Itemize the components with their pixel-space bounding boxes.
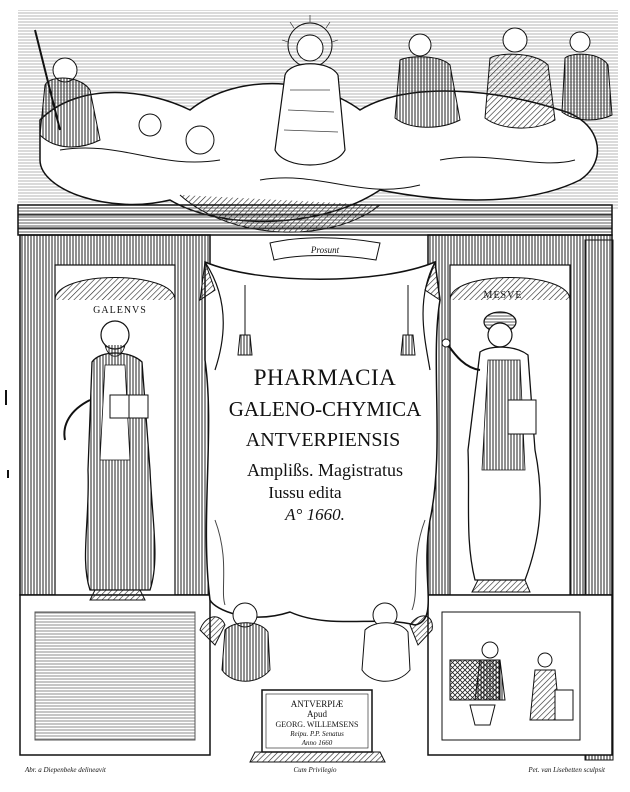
title-line-1: PHARMACIA	[253, 365, 397, 390]
title-line-6: A° 1660.	[285, 505, 345, 524]
title-line-4: Amplißs. Magistratus	[247, 460, 403, 480]
heavenly-cloud-scene	[18, 10, 618, 232]
imprint-line-4: Reipu. P.P. Senatus	[290, 730, 344, 738]
imprint-line-2: Apud	[307, 709, 327, 719]
title-line-2: GALENO-CHYMICA	[228, 397, 422, 421]
page-margin-marks	[6, 390, 8, 478]
imprint-line-1: ANTVERPIÆ	[290, 699, 344, 709]
credit-left: Abr. a Diepenbeke delineavit	[25, 766, 106, 774]
galen-label: GALENVS	[93, 305, 147, 316]
credit-right: Pet. van Lisebetten sculpsit	[528, 766, 605, 774]
credit-center: Cum Privilegio	[293, 766, 337, 774]
imprint-line-3: GEORG. WILLEMSENS	[275, 720, 359, 729]
banner-text: Prosunt	[310, 245, 340, 255]
title-line-5: Iussu edita	[268, 483, 342, 502]
mesue-label: MESVE	[483, 290, 523, 301]
imprint-line-5: Anno 1660	[301, 739, 333, 747]
title-line-3: ANTVERPIENSIS	[245, 429, 401, 451]
